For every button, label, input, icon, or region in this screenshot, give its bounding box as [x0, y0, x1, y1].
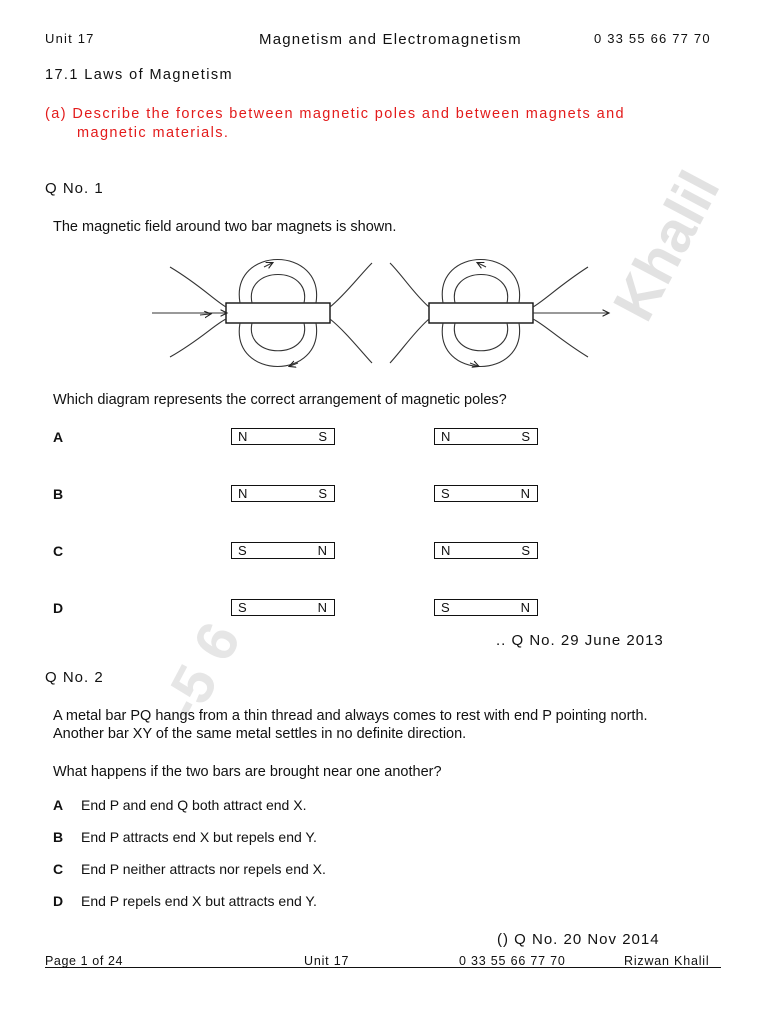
option-text: End P attracts end X but repels end Y. — [81, 829, 317, 845]
option-letter: B — [53, 486, 64, 502]
q2-label: Q No. 2 — [45, 669, 104, 686]
option-letter: D — [53, 600, 64, 616]
q2-question: What happens if the two bars are brought near one another? — [53, 764, 442, 780]
footer-unit: Unit 17 — [304, 954, 350, 968]
watermark-text: Khalil — [600, 161, 733, 331]
option-letter: A — [53, 429, 64, 445]
right-bar-magnet — [429, 303, 533, 323]
option-letter: D — [53, 893, 64, 909]
pole-label: S — [238, 600, 247, 615]
magnetic-field-diagram — [140, 245, 620, 380]
pole-label: S — [441, 486, 450, 501]
left-bar-magnet — [226, 303, 330, 323]
footer-rule — [45, 966, 721, 968]
header-unit: Unit 17 — [45, 31, 95, 46]
objective-line-2: magnetic materials. — [77, 125, 230, 141]
section-heading: 17.1 Laws of Magnetism — [45, 67, 233, 83]
option-letter: B — [53, 829, 64, 845]
pole-label: S — [318, 429, 327, 444]
left-magnet-box — [231, 542, 335, 559]
option-text: End P neither attracts nor repels end X. — [81, 861, 326, 877]
q2-source: () Q No. 20 Nov 2014 — [497, 931, 660, 948]
pole-label: N — [238, 429, 248, 444]
pole-label: S — [521, 429, 530, 444]
pole-label: S — [441, 600, 450, 615]
pole-label: N — [317, 543, 327, 558]
left-magnet-box — [231, 485, 335, 502]
left-magnet-box — [231, 599, 335, 616]
right-magnet-box — [434, 542, 538, 559]
option-text: End P and end Q both attract end X. — [81, 797, 307, 813]
pole-label: N — [520, 600, 530, 615]
right-magnet-box — [434, 428, 538, 445]
left-magnet-box — [231, 428, 335, 445]
right-magnet-box — [434, 599, 538, 616]
pole-label: N — [317, 600, 327, 615]
right-magnet-box — [434, 485, 538, 502]
header-title: Magnetism and Electromagnetism — [259, 31, 522, 48]
q1-question: Which diagram represents the correct arrangement of magnetic poles? — [53, 392, 507, 408]
pole-label: S — [521, 543, 530, 558]
watermark-text-lower: -5 6 — [148, 612, 254, 731]
footer-author: Rizwan Khalil — [624, 954, 710, 968]
pole-label: N — [238, 486, 248, 501]
q1-stem: The magnetic field around two bar magnets is shown. — [53, 219, 397, 235]
option-letter: C — [53, 543, 64, 559]
pole-label: N — [441, 429, 451, 444]
footer-page: Page 1 of 24 — [45, 954, 124, 968]
header-phone: 0 33 55 66 77 70 — [594, 31, 711, 46]
pole-label: S — [238, 543, 247, 558]
option-letter: A — [53, 797, 64, 813]
option-letter: C — [53, 861, 64, 877]
pole-label: S — [318, 486, 327, 501]
pole-label: N — [441, 543, 451, 558]
q2-stem-line-1: A metal bar PQ hangs from a thin thread and always comes to rest with end P pointing north. — [53, 708, 648, 724]
option-text: End P repels end X but attracts end Y. — [81, 893, 317, 909]
objective-line-1: (a) Describe the forces between magnetic poles and between magnets and — [45, 106, 626, 122]
pole-label: N — [520, 486, 530, 501]
footer-phone: 0 33 55 66 77 70 — [459, 954, 566, 968]
q2-stem-line-2: Another bar XY of the same metal settles in no definite direction. — [53, 726, 467, 742]
q1-source: .. Q No. 29 June 2013 — [496, 632, 664, 649]
q1-label: Q No. 1 — [45, 180, 104, 197]
